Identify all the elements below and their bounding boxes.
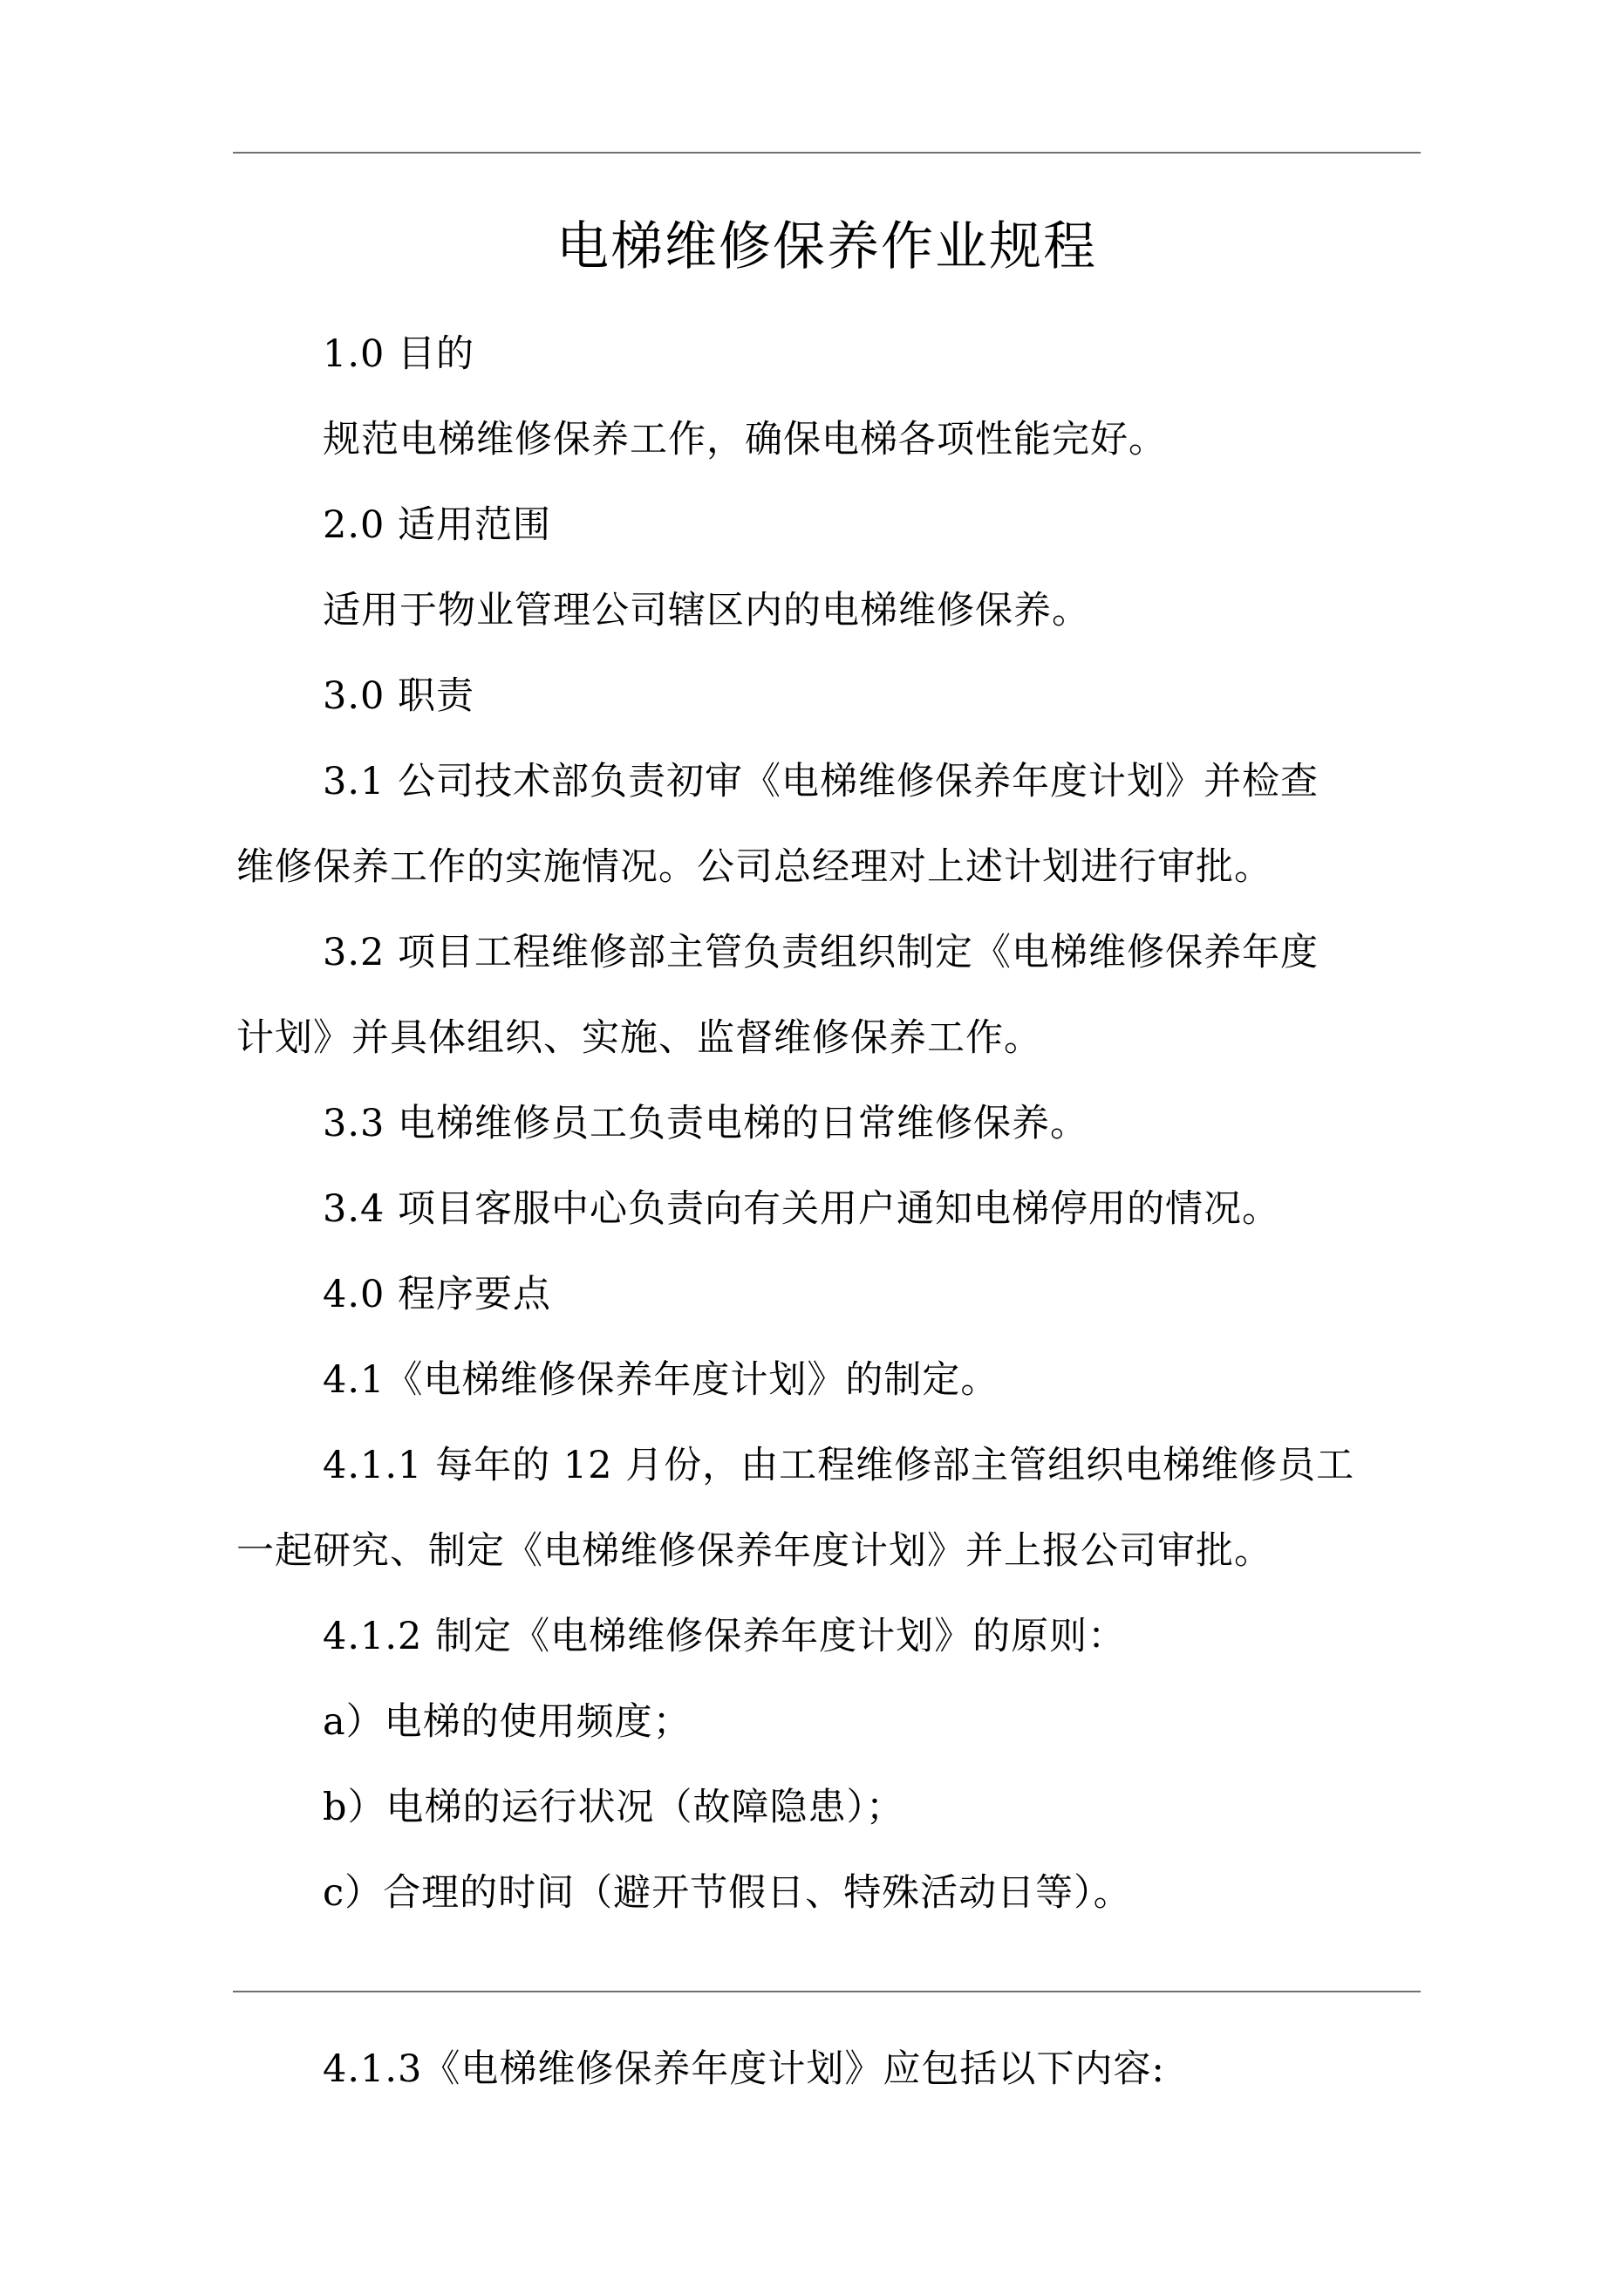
- page-break-rule: [233, 1991, 1421, 1992]
- document-title: 电梯维修保养作业规程: [556, 216, 1097, 277]
- paragraph-line: 4.1.2 制定《电梯维修保养年度计划》的原则：: [323, 1615, 1127, 1658]
- paragraph-line: 维修保养工作的实施情况。公司总经理对上述计划进行审批。: [236, 845, 1272, 889]
- paragraph-line: 4.1《电梯维修保养年度计划》的制定。: [323, 1358, 999, 1402]
- section-heading: 2.0 适用范围: [323, 503, 552, 547]
- paragraph-line: 3.1 公司技术部负责初审《电梯维修保养年度计划》并检查: [323, 760, 1320, 803]
- section-heading: 4.0 程序要点: [323, 1273, 552, 1316]
- paragraph-line: 计划》并具体组织、实施、监督维修保养工作。: [236, 1016, 1042, 1060]
- list-item: a）电梯的使用频度；: [323, 1700, 692, 1744]
- paragraph-line: 3.4 项目客服中心负责向有关用户通知电梯停用的情况。: [323, 1187, 1281, 1231]
- paragraph-line: 4.1.1 每年的 12 月份，由工程维修部主管组织电梯维修员工: [323, 1444, 1355, 1487]
- header-rule: [233, 152, 1421, 154]
- list-item: b）电梯的运行状况（故障隐患）；: [323, 1786, 905, 1829]
- section-heading: 3.0 职责: [323, 674, 475, 718]
- paragraph-line: 规范电梯维修保养工作，确保电梯各项性能完好。: [323, 418, 1167, 461]
- paragraph-line: 3.2 项目工程维修部主管负责组织制定《电梯维修保养年度: [323, 931, 1320, 974]
- list-item: c）合理的时间（避开节假日、特殊活动日等）。: [323, 1871, 1132, 1915]
- paragraph-line: 一起研究、制定《电梯维修保养年度计划》并上报公司审批。: [236, 1529, 1272, 1573]
- section-heading: 1.0 目的: [323, 332, 475, 376]
- paragraph-line: 适用于物业管理公司辖区内的电梯维修保养。: [323, 589, 1090, 632]
- paragraph-line: 3.3 电梯维修员工负责电梯的日常维修保养。: [323, 1102, 1089, 1145]
- paragraph-line: 4.1.3《电梯维修保养年度计划》应包括以下内容:: [323, 2047, 1165, 2091]
